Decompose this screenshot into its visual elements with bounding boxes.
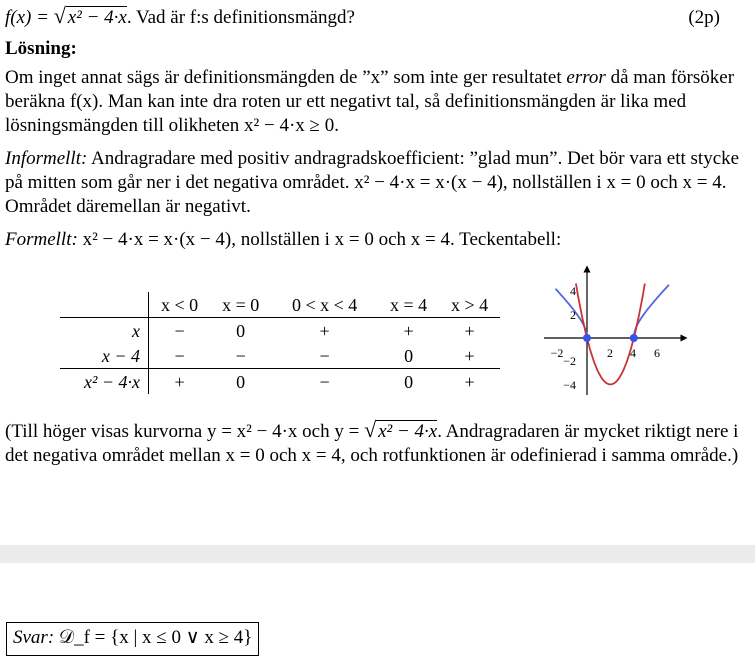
header-cell: x = 0 [210,292,271,318]
y-tick-label: −4 [563,378,576,392]
table-row [60,369,500,395]
note-square-root: √ x² − 4·x [364,417,438,442]
intro-paragraph [5,66,750,138]
sign-cell: 0 [404,345,414,366]
sign-cell: + [439,369,500,395]
section-divider [0,545,755,563]
header-cell [60,292,149,318]
answer-text: 𝒟_f = {x | x ≤ 0 ∨ x ≥ 4} [54,627,253,648]
table-row [60,318,500,344]
row-label: x [60,318,149,344]
sign-cell: + [464,345,475,366]
sign-table-header [60,292,500,318]
question-text: . Vad är f:s definitionsmängd? [126,7,355,28]
answer-box [6,622,259,656]
note-paragraph [5,417,750,468]
sign-cell: − [235,345,246,366]
zero-point [630,334,638,342]
informal-text: Andragradare med positiv andragradskoefficient: ”glad mun”. Det bör vara ett stycke på mitten som går ner i det negativa området. x² − 4·x = x·(x − 4), nollställen i x = 0 och x = 4. Området däremellan är negativt. [5,148,740,217]
note-radicand: x² − 4·x [378,421,438,442]
sign-cell: 0 [210,369,271,395]
note-text-1: (Till höger visas kurvorna y = x² − 4·x och y = [5,421,365,442]
header-cell: x < 0 [149,292,211,318]
sign-cell: + [403,320,414,341]
formal-paragraph [5,228,750,252]
x-tick-label: 6 [654,346,660,360]
error-word: error [566,67,606,88]
problem-statement [5,3,355,30]
sign-cell: + [464,320,475,341]
x-tick-label: 2 [607,346,613,360]
y-tick-label: 2 [570,308,576,322]
sign-cell: 0 [236,320,246,341]
row-label: x − 4 [60,343,149,369]
sign-cell: + [149,369,211,395]
sign-cell: + [319,320,330,341]
header-cell: x > 4 [439,292,500,318]
sign-cell: − [319,345,330,366]
sign-cell: − [271,369,378,395]
sign-cell: 0 [378,369,439,395]
sign-cell: − [174,345,185,366]
note-text-2: . Andragradaren är mycket riktigt nere i det negativa området mellan x = 0 och x = 4, och rotfunktionen är odefinierad i samma område.) [5,421,739,466]
y-tick-label: −2 [563,354,576,368]
parabola-curve [576,284,645,385]
x-tick-label: −2 [550,346,564,360]
function-graph [538,265,688,400]
header-cell: 0 < x < 4 [271,292,378,318]
points-label: (2p) [688,7,720,28]
sign-cell: − [174,320,185,341]
informal-paragraph [5,147,750,219]
intro-text-2: då man försöker beräkna f(x). Man kan inte dra roten ur ett negativt tal, så definitionsmängden är lika med lösningsmängden till olikheten x² − 4·x ≥ 0. [5,67,735,136]
y-tick-label: 4 [570,284,576,298]
solution-heading: Lösning: [5,38,77,59]
table-row [60,343,500,369]
radicand: x² − 4·x [67,7,127,28]
x-tick-label: 4 [630,346,636,360]
row-label: x² − 4·x [60,369,149,395]
intro-text-1: Om inget annat sägs är definitionsmängden de ”x” som inte ger resultatet [5,67,567,88]
function-lhs: f(x) = [5,7,54,28]
answer-label: Svar: [13,627,55,648]
formal-text: x² − 4·x = x·(x − 4), nollställen i x = 0 och x = 4. Teckentabell: [77,229,562,250]
header-cell: x = 4 [378,292,439,318]
zero-point [583,334,591,342]
informal-label: Informellt: [5,148,88,169]
formal-label: Formellt: [5,229,78,250]
sign-table [60,292,500,394]
square-root-expression: √ x² − 4·x [53,3,127,28]
